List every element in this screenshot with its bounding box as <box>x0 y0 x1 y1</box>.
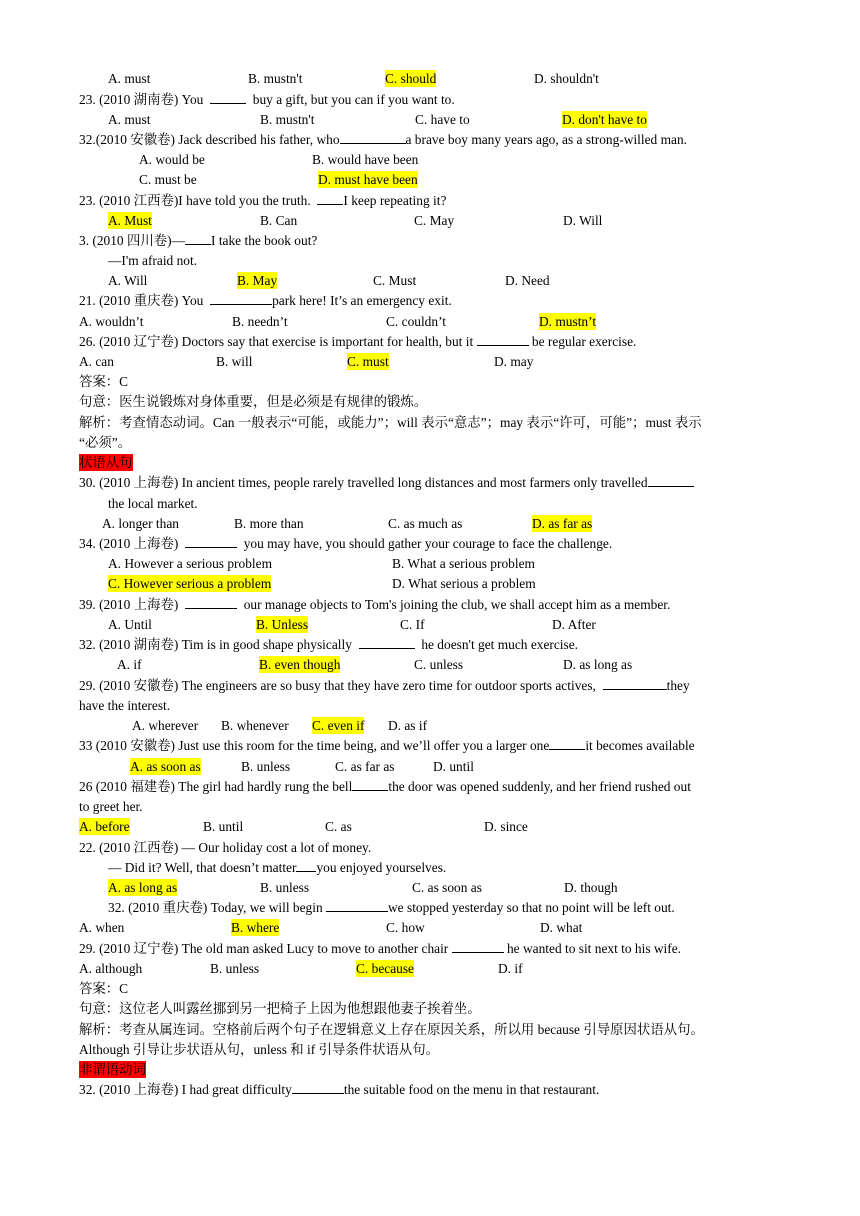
answer-option-c: C. should <box>385 71 437 86</box>
option-b: B. needn’t <box>232 314 288 329</box>
sentence-meaning: 句意：这位老人叫露丝挪到另一把椅子上因为他想跟他妻子挨着坐。 <box>79 1001 481 1016</box>
question-3-sichuan: 3. (2010 四川卷)— I take the book out? <box>79 233 318 248</box>
option-b: B. whenever <box>221 718 289 733</box>
option-d: D. shouldn't <box>534 71 599 86</box>
question-33-anhui: 33 (2010 安徽卷) Just use this room for the time being, and we’ll offer you a larger one it becomes available <box>79 738 695 753</box>
section-heading: 状语从句 <box>79 455 133 470</box>
option-d: D. what <box>540 920 583 935</box>
option-c: C. must be <box>139 172 197 187</box>
option-a: A. wouldn’t <box>79 314 144 329</box>
answer-option-c: C. because <box>356 961 415 976</box>
question-21-chongqing: 21. (2010 重庆卷) You park here! It’s an emergency exit. <box>79 293 452 308</box>
option-d: D. since <box>484 819 528 834</box>
option-a: A. Will <box>108 273 148 288</box>
question-32-shanghai: 32. (2010 上海卷) I had great difficulty the suitable food on the menu in that restaurant. <box>79 1082 600 1097</box>
question-23-hunan: 23. (2010 湖南卷) You buy a gift, but you can if you want to. <box>79 92 455 107</box>
option-c: C. as far as <box>335 759 395 774</box>
question-22-jiangxi: 22. (2010 江西卷) — Our holiday cost a lot of money. <box>79 840 372 855</box>
option-d: D. until <box>433 759 474 774</box>
answer-key: 答案：C <box>79 374 129 389</box>
answer-option-b: B. Unless <box>256 617 309 632</box>
question-26-liaoning: 26. (2010 辽宁卷) Doctors say that exercise is important for health, but it be regular exercise. <box>79 334 637 349</box>
option-c: C. as <box>325 819 352 834</box>
option-d: D. After <box>552 617 596 632</box>
analysis-text: 解析：考查从属连词。空格前后两个句子在逻辑意义上存在原因关系，所以用 because 引导原因状语从句。 <box>79 1022 704 1037</box>
option-c: C. If <box>400 617 425 632</box>
question-29-liaoning: 29. (2010 辽宁卷) The old man asked Lucy to move to another chair he wanted to sit next to his wife. <box>79 941 682 956</box>
answer-option-c: C. However serious a problem <box>108 576 272 591</box>
option-c: C. have to <box>415 112 470 127</box>
option-b: B. more than <box>234 516 304 531</box>
answer-key: 答案：C <box>79 981 129 996</box>
option-a: A. must <box>108 112 151 127</box>
option-d: D. may <box>494 354 534 369</box>
answer-option-b: B. even though <box>259 657 341 672</box>
analysis-text: “必须”。 <box>79 435 132 450</box>
option-c: C. how <box>386 920 425 935</box>
option-b: B. will <box>216 354 253 369</box>
question-reply: — Did it? Well, that doesn’t matter you enjoyed yourselves. <box>108 860 447 875</box>
question-39-shanghai: 39. (2010 上海卷) our manage objects to Tom's joining the club, we shall accept him as a member. <box>79 597 671 612</box>
question-23-jiangxi: 23. (2010 江西卷)I have told you the truth. I keep repeating it? <box>79 193 447 208</box>
question-continuation: the local market. <box>108 496 198 511</box>
question-34-shanghai: 34. (2010 上海卷) you may have, you should gather your courage to face the challenge. <box>79 536 613 551</box>
answer-option-a: A. as soon as <box>130 759 201 774</box>
sentence-meaning: 句意：医生说锻炼对身体重要，但是必须是有规律的锻炼。 <box>79 394 428 409</box>
option-c: C. May <box>414 213 455 228</box>
option-d: D. as long as <box>563 657 633 672</box>
question-reply: —I'm afraid not. <box>108 253 198 268</box>
option-b: B. Can <box>260 213 298 228</box>
option-c: C. as much as <box>388 516 463 531</box>
question-continuation: have the interest. <box>79 698 171 713</box>
option-b: B. mustn't <box>260 112 315 127</box>
option-b: B. unless <box>210 961 260 976</box>
answer-option-c: C. must <box>347 354 389 369</box>
option-a: A. Until <box>108 617 152 632</box>
answer-option-d: D. must have been <box>318 172 418 187</box>
option-a: A. would be <box>139 152 205 167</box>
option-a: A. although <box>79 961 143 976</box>
answer-option-a: A. before <box>79 819 130 834</box>
option-c: C. as soon as <box>412 880 482 895</box>
option-a: A. can <box>79 354 114 369</box>
question-32-anhui: 32.(2010 安徽卷) Jack described his father, who a brave boy many years ago, as a strong-willed man. <box>79 132 688 147</box>
option-d: D. though <box>564 880 618 895</box>
option-c: C. Must <box>373 273 417 288</box>
question-26-fujian: 26 (2010 福建卷) The girl had hardly rung the bell the door was opened suddenly, and her friend rushed out <box>79 779 691 794</box>
option-b: B. unless <box>260 880 310 895</box>
answer-option-c: C. even if <box>312 718 365 733</box>
question-32-chongqing: 32. (2010 重庆卷) Today, we will begin we stopped yesterday so that no point will be left out. <box>108 900 675 915</box>
answer-option-d: D. don't have to <box>562 112 647 127</box>
option-b: B. What a serious problem <box>392 556 535 571</box>
option-b: B. unless <box>241 759 291 774</box>
analysis-text: Although 引导让步状语从句，unless 和 if 引导条件状语从句。 <box>79 1042 440 1057</box>
question-continuation: to greet her. <box>79 799 143 814</box>
option-a: A. However a serious problem <box>108 556 272 571</box>
option-a: A. when <box>79 920 125 935</box>
option-b: B. mustn't <box>248 71 303 86</box>
answer-option-b: B. where <box>231 920 280 935</box>
option-c: C. unless <box>414 657 464 672</box>
option-d: D. as if <box>388 718 428 733</box>
answer-option-d: D. mustn’t <box>539 314 597 329</box>
analysis-text: 解析：考查情态动词。Can 一般表示“可能，或能力”；will 表示“意志”；may 表示“许可，可能”；must 表示 <box>79 415 702 430</box>
option-a: A. longer than <box>102 516 179 531</box>
question-30-shanghai: 30. (2010 上海卷) In ancient times, people rarely travelled long distances and most farmers only travelled <box>79 474 694 491</box>
section-heading: 非谓语动词 <box>79 1062 146 1077</box>
option-d: D. What serious a problem <box>392 576 536 591</box>
option-a: A. must <box>108 71 151 86</box>
option-d: D. if <box>498 961 523 976</box>
option-d: D. Need <box>505 273 550 288</box>
question-29-anhui: 29. (2010 安徽卷) The engineers are so busy that they have zero time for outdoor sports actives, they <box>79 678 690 693</box>
option-b: B. until <box>203 819 244 834</box>
option-d: D. Will <box>563 213 603 228</box>
option-a: A. if <box>117 657 142 672</box>
question-32-hunan: 32. (2010 湖南卷) Tim is in good shape physically he doesn't get much exercise. <box>79 637 579 652</box>
answer-option-a: A. Must <box>108 213 152 228</box>
option-b: B. would have been <box>312 152 419 167</box>
option-c: C. couldn’t <box>386 314 447 329</box>
option-a: A. wherever <box>132 718 199 733</box>
answer-option-b: B. May <box>237 273 278 288</box>
answer-option-d: D. as far as <box>532 516 593 531</box>
answer-option-a: A. as long as <box>108 880 178 895</box>
